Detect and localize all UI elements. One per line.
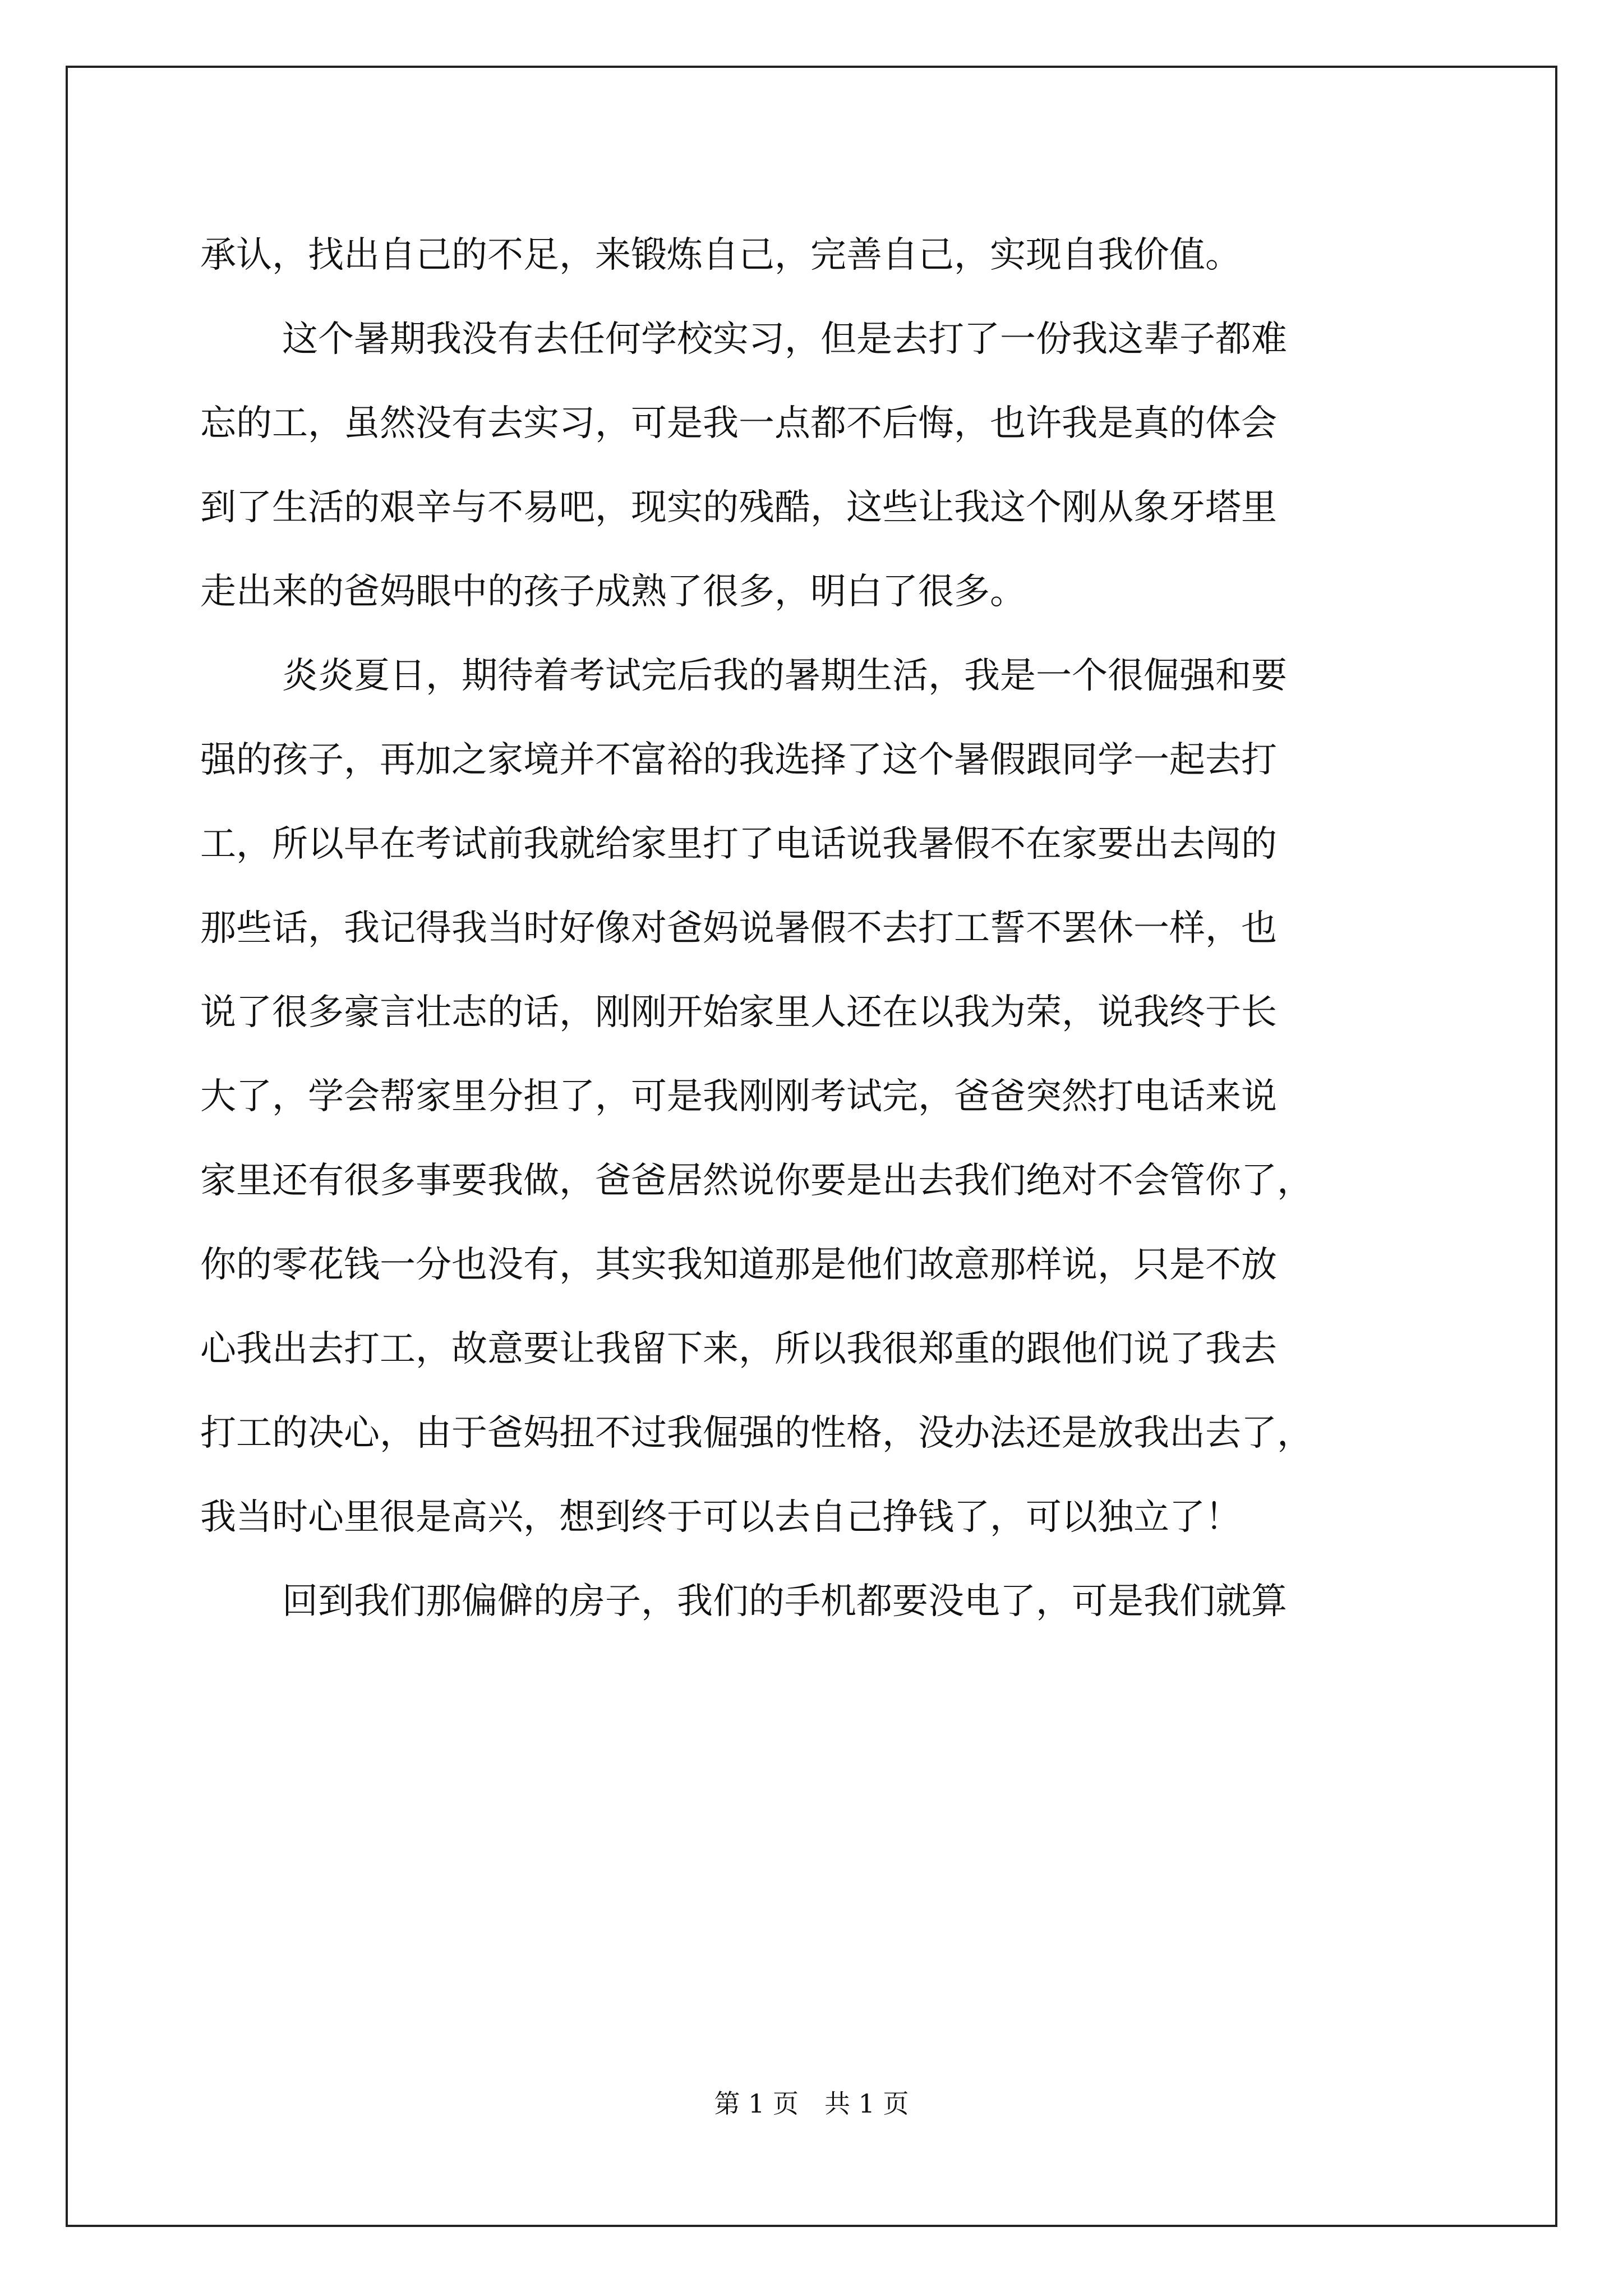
text-line: 心我出去打工，故意要让我留下来，所以我很郑重的跟他们说了我去: [200, 1328, 1277, 1370]
document-body: [200, 213, 1434, 1644]
text-line: 我当时心里很是高兴，想到终于可以去自己挣钱了，可以独立了！: [200, 1497, 1241, 1538]
text-line: 强的孩子，再加之家境并不富裕的我选择了这个暑假跟同学一起去打: [200, 739, 1277, 781]
text-line: 忘的工，虽然没有去实习，可是我一点都不后悔，也许我是真的体会: [200, 403, 1277, 444]
page-footer: 第 1 页 共 1 页: [714, 2088, 909, 2119]
text-line: 打工的决心，由于爸妈扭不过我倔强的性格，没办法还是放我出去了，: [200, 1412, 1313, 1454]
text-line: 工，所以早在考试前我就给家里打了电话说我暑假不在家要出去闯的: [200, 823, 1277, 865]
text-line: 说了很多豪言壮志的话，刚刚开始家里人还在以我为荣，说我终于长: [200, 992, 1277, 1033]
text-line: 那些话，我记得我当时好像对爸妈说暑假不去打工誓不罢休一样，也: [200, 908, 1277, 949]
text-line: 承认，找出自己的不足，来锻炼自己，完善自己，实现自我价值。: [200, 234, 1241, 276]
paragraph-first-line: 炎炎夏日，期待着考试完后我的暑期生活，我是一个很倔强和要: [282, 655, 1287, 697]
text-line: 走出来的爸妈眼中的孩子成熟了很多，明白了很多。: [200, 571, 1026, 613]
paragraph-first-line: 回到我们那偏僻的房子，我们的手机都要没电了，可是我们就算: [282, 1581, 1287, 1622]
paragraph-first-line: 这个暑期我没有去任何学校实习，但是去打了一份我这辈子都难: [282, 319, 1287, 360]
text-line: 大了，学会帮家里分担了，可是我刚刚考试完，爸爸突然打电话来说: [200, 1076, 1277, 1117]
text-line: 到了生活的艰辛与不易吧，现实的残酷，这些让我这个刚从象牙塔里: [200, 487, 1277, 528]
text-line: 家里还有很多事要我做，爸爸居然说你要是出去我们绝对不会管你了，: [200, 1160, 1313, 1202]
text-line: 你的零花钱一分也没有，其实我知道那是他们故意那样说，只是不放: [200, 1244, 1277, 1286]
